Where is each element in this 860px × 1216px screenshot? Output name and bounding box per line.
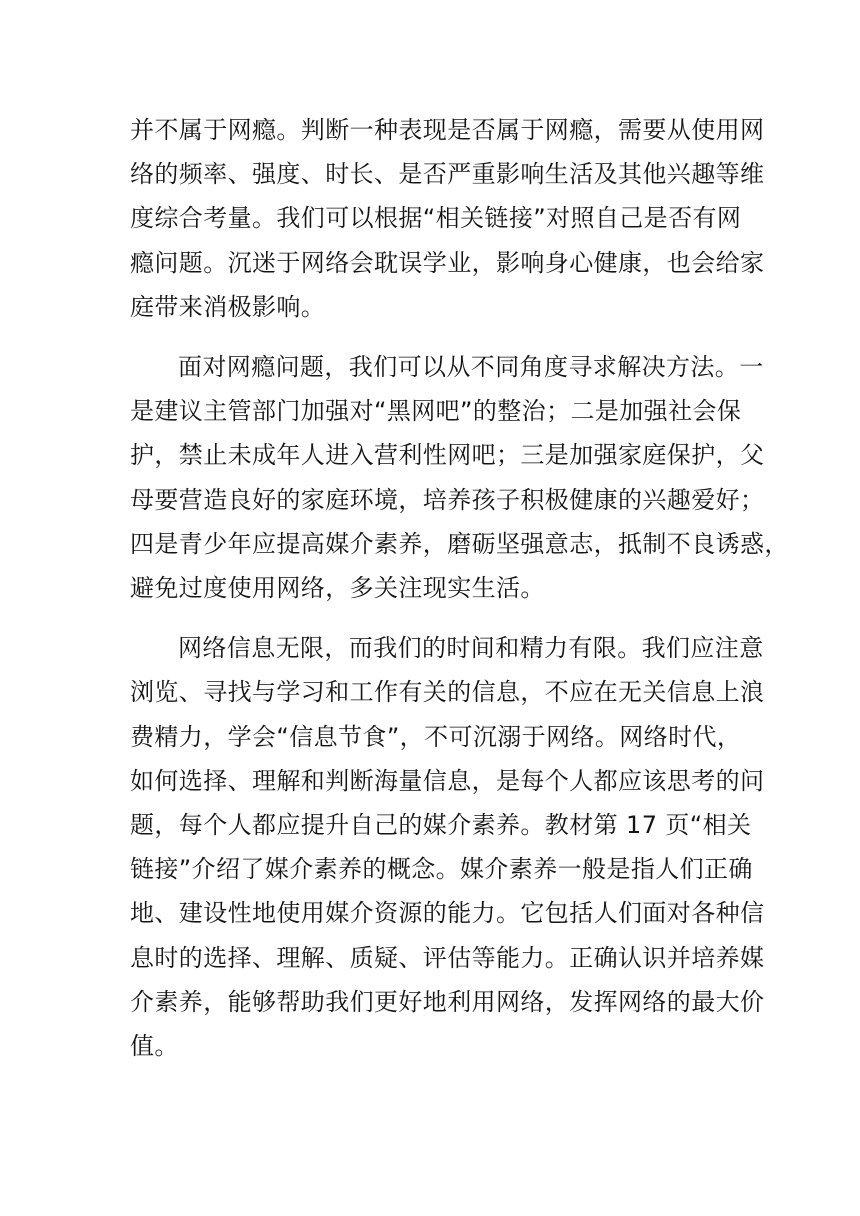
text-line: 并不属于网瘾。判断一种表现是否属于网瘾，需要从使用网 [130, 116, 765, 144]
text-line: 如何选择、理解和判断海量信息，是每个人都应该思考的问 [130, 766, 765, 795]
text-line: 网络信息无限，而我们的时间和精力有限。我们应注意 [178, 634, 764, 663]
text-line: 费精力，学会“信息节食”，不可沉溺于网络。网络时代， [130, 722, 742, 751]
text-line: 介素养，能够帮助我们更好地利用网络，发挥网络的最大价 [130, 987, 765, 1016]
text-line: 是建议主管部门加强对“黑网吧”的整治；二是加强社会保 [130, 397, 742, 426]
text-line: 浏览、寻找与学习和工作有关的信息，不应在无关信息上浪 [130, 678, 765, 707]
text-line: 庭带来消极影响。 [130, 292, 326, 321]
paragraph-1 [130, 108, 765, 329]
text-line: 面对网瘾问题，我们可以从不同角度寻求解决方法。一 [178, 353, 764, 382]
text-line: 地、建设性地使用媒介资源的能力。它包括人们面对各种信 [130, 899, 765, 928]
text-line: 四是青少年应提高媒介素养，磨砺坚强意志，抵制不良诱惑， [130, 529, 789, 558]
text-line: 息时的选择、理解、质疑、评估等能力。正确认识并培养媒 [130, 943, 765, 972]
text-line: 题，每个人都应提升自己的媒介素养。教材第 17 页“相关 [130, 811, 752, 840]
text-line: 络的频率、强度、时长、是否严重影响生活及其他兴趣等维 [130, 160, 765, 189]
text-line: 护，禁止未成年人进入营利性网吧；三是加强家庭保护，父 [130, 441, 765, 470]
text-line: 度综合考量。我们可以根据“相关链接”对照自己是否有网 [130, 204, 742, 233]
text-line: 值。 [130, 1032, 179, 1061]
paragraph-3 [130, 626, 765, 1068]
paragraph-2 [130, 345, 789, 610]
text-line: 瘾问题。沉迷于网络会耽误学业，影响身心健康，也会给家 [130, 248, 765, 277]
text-line: 链接”介绍了媒介素养的概念。媒介素养一般是指人们正确 [130, 855, 753, 884]
text-line: 母要营造良好的家庭环境，培养孩子积极健康的兴趣爱好； [130, 485, 765, 514]
text-line: 避免过度使用网络，多关注现实生活。 [130, 574, 545, 603]
document-body [130, 108, 789, 1068]
